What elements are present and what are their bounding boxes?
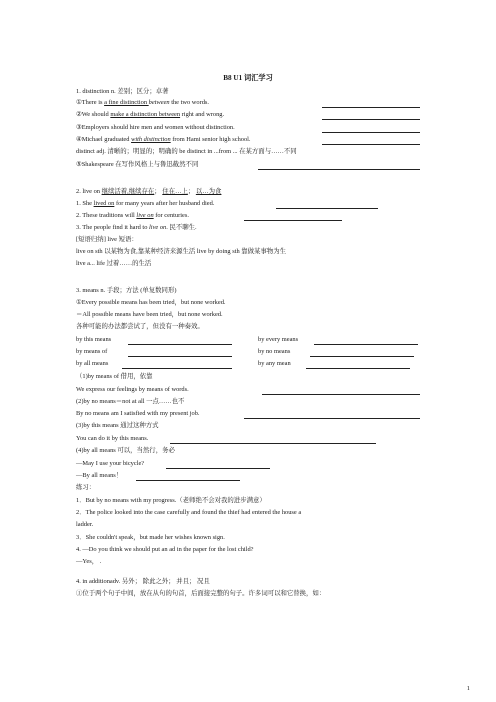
phrase-line: live a... life 过着……的生活 [76,260,152,267]
example-line: 2. These traditions will live on for centuries. [76,212,189,219]
answer-blank[interactable] [322,132,420,133]
practice-question: ladder. [76,521,94,528]
answer-blank[interactable] [128,344,232,345]
example-line: ③Employers should hire men and women without distinction. [76,124,235,131]
usage-heading: (3)by this means 通过这种方式 [76,422,159,429]
page-number: 1 [466,685,470,692]
usage-heading: （1)by means of 借用，依靠 [76,373,153,380]
example-line: ④Michael graduated with distinction from Hami senior high school. [76,136,251,143]
answer-blank[interactable] [244,418,420,419]
example-line: ①There is a fine distinction between the two words. [76,99,210,106]
usage-heading: (2)by no means＝not at all 一点……也不 [76,398,185,405]
example-line: ＝All possible means have been tried，but none worked. [76,311,223,318]
example-line: You can do it by this means. [76,435,149,442]
answer-blank[interactable] [262,394,420,395]
answer-blank[interactable] [310,356,414,357]
phrase-item: by every means [258,336,299,343]
usage-heading: (4)by all means 可以，当然行，务必 [76,447,175,454]
answer-blank[interactable] [306,368,410,369]
practice-label: 练习： [76,484,96,491]
definition-line: distinct adj. 清晰的；明显的；明确的 be distinct in ...from ... 在某方面与……不同 [76,148,297,155]
answer-blank[interactable] [314,344,418,345]
phrase-item: by no means [258,348,291,355]
translation-line: 各种可能的办法都尝试了，但没有一种奏效。 [76,323,204,330]
phrase-item: by any mean [258,360,291,367]
practice-question: 2．The police looked into the case carefully and found the thief had entered the house a [76,509,302,516]
example-line: By no means am I satisfied with my present job. [76,410,200,417]
answer-blank[interactable] [244,220,342,221]
answer-blank[interactable] [128,356,232,357]
page-title: B8 U1 词汇学习 [223,74,273,82]
example-line: ②We should make a distinction between right and wrong. [76,111,225,118]
practice-question: 3．She couldn't speak，but made her wishes known sign. [76,534,225,541]
example-line: 3. The people find it hard to live on. 民不聊生. [76,224,197,231]
answer-blank[interactable] [322,119,420,120]
section-3-heading: 3. means n. 手段；方法 (单复数同形) [76,287,177,294]
practice-question: 4. —Do you think we should put an ad in the paper for the lost child? [76,546,254,553]
answer-blank[interactable] [122,368,232,369]
phrase-line: live on sth 以某物为食,靠某种经济来源生活 live by doing sth 靠做某事物为生 [76,248,287,255]
dialogue-line: —By all means！ [76,472,123,479]
practice-question: —Yes， . [76,558,102,565]
dialogue-line: —May I use your bicycle? [76,460,145,467]
section-4-heading: 4. in additionadv. 另外； 除此之外； 并且； 况且 [76,578,210,585]
usage-note: ①位于两个句子中间，放在从句的句首，后面接完整的句子。许多词可以和它替换，如： [76,590,326,597]
answer-blank[interactable] [136,480,240,481]
answer-blank[interactable] [322,144,420,145]
phrase-item: by this means [76,336,112,343]
example-line: ①Every possible means has been tried，but none worked. [76,299,226,306]
phrase-item: by means of [76,348,108,355]
section-1-heading: 1. distinction n. 差别；区分；卓著 [76,88,169,95]
summary-label: [短语归纳] live 短语： [76,236,138,243]
section-2-heading: 2. live on 继续活着,继续存在； 住在…上； 以…为食 [76,188,222,195]
phrase-item: by all means [76,360,109,367]
answer-blank[interactable] [170,443,376,444]
answer-blank[interactable] [166,468,270,469]
example-line: 1. She lived on for many years after her husband died. [76,200,215,207]
practice-question: 1．But by no means with my progress.（老师绝不会对我的进步满意） [76,497,266,504]
example-line: We express our feelings by means of words. [76,386,189,393]
answer-blank[interactable] [258,169,420,170]
translation-line: ⑤Shakespeare 在写作风格上与鲁迅截然不同 [76,161,199,168]
answer-blank[interactable] [322,107,420,108]
answer-blank[interactable] [276,208,378,209]
